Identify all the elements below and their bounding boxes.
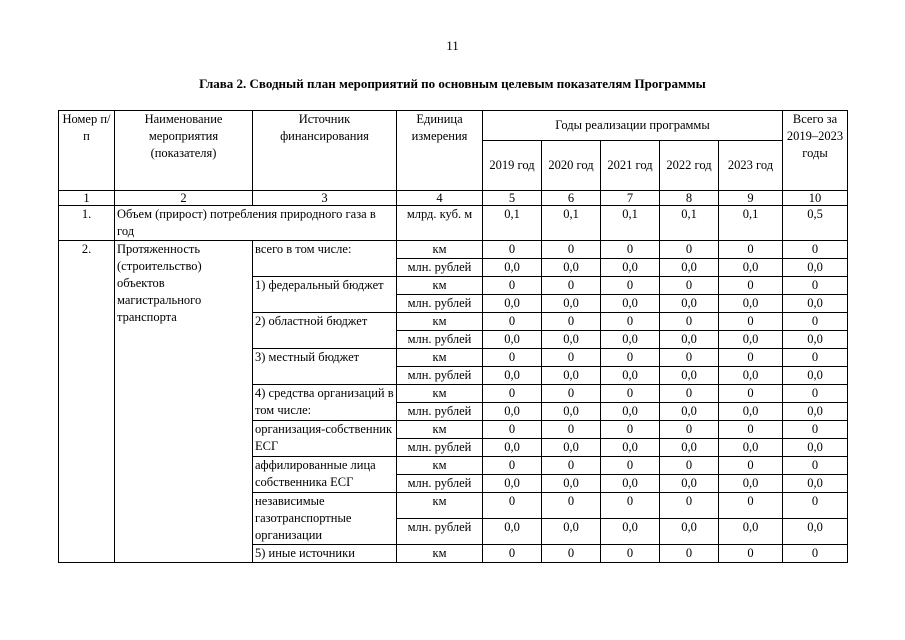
- funding-source: 5) иные источники: [253, 545, 397, 563]
- summary-plan-table: [58, 110, 848, 563]
- value-cell: 0: [719, 545, 783, 563]
- value-cell: 0: [542, 313, 601, 331]
- column-number: 10: [783, 191, 848, 206]
- value-cell: 0,5: [783, 206, 848, 241]
- value-cell: 0,0: [483, 367, 542, 385]
- header-year: 2022 год: [660, 141, 719, 191]
- value-cell: 0: [660, 277, 719, 295]
- unit: млн. рублей: [397, 403, 483, 421]
- funding-source: 2) областной бюджет: [253, 313, 397, 349]
- value-cell: 0: [542, 277, 601, 295]
- unit: км: [397, 545, 483, 563]
- value-cell: 0,0: [783, 475, 848, 493]
- row-number: 2.: [59, 241, 115, 563]
- value-cell: 0,1: [719, 206, 783, 241]
- value-cell: 0,0: [660, 519, 719, 545]
- column-number: 6: [542, 191, 601, 206]
- unit: км: [397, 457, 483, 475]
- value-cell: 0,0: [483, 475, 542, 493]
- header-year: 2020 год: [542, 141, 601, 191]
- value-cell: 0,0: [601, 475, 660, 493]
- value-cell: 0,0: [660, 403, 719, 421]
- value-cell: 0: [719, 421, 783, 439]
- value-cell: 0: [483, 545, 542, 563]
- value-cell: 0,0: [783, 439, 848, 457]
- value-cell: 0: [542, 545, 601, 563]
- value-cell: 0: [783, 277, 848, 295]
- value-cell: 0: [660, 313, 719, 331]
- value-cell: 0: [601, 241, 660, 259]
- column-number: 1: [59, 191, 115, 206]
- value-cell: 0,0: [660, 475, 719, 493]
- unit: млн. рублей: [397, 519, 483, 545]
- value-cell: 0: [783, 457, 848, 475]
- value-cell: 0: [660, 457, 719, 475]
- unit: км: [397, 313, 483, 331]
- column-number: 3: [253, 191, 397, 206]
- funding-source: аффилированные лица собственника ЕСГ: [253, 457, 397, 493]
- value-cell: 0: [483, 349, 542, 367]
- value-cell: 0: [601, 277, 660, 295]
- header-number: Номер п/п: [59, 111, 115, 191]
- value-cell: 0,0: [719, 439, 783, 457]
- value-cell: 0: [483, 277, 542, 295]
- value-cell: 0,0: [542, 295, 601, 313]
- unit: млн. рублей: [397, 475, 483, 493]
- value-cell: 0: [483, 385, 542, 403]
- value-cell: 0,0: [783, 519, 848, 545]
- value-cell: 0: [660, 421, 719, 439]
- unit: млрд. куб. м: [397, 206, 483, 241]
- value-cell: 0: [542, 457, 601, 475]
- value-cell: 0: [483, 313, 542, 331]
- value-cell: 0: [719, 457, 783, 475]
- value-cell: 0,0: [719, 259, 783, 277]
- header-year: 2021 год: [601, 141, 660, 191]
- value-cell: 0: [719, 349, 783, 367]
- value-cell: 0,0: [601, 367, 660, 385]
- value-cell: 0,1: [483, 206, 542, 241]
- value-cell: 0,0: [601, 331, 660, 349]
- header-years-group: Годы реализации программы: [483, 111, 783, 141]
- value-cell: 0,0: [660, 367, 719, 385]
- measure-name: Объем (прирост) потребления природного газа в год: [115, 206, 397, 241]
- value-cell: 0: [783, 313, 848, 331]
- value-cell: 0: [660, 241, 719, 259]
- header-source: Источник финансирования: [253, 111, 397, 191]
- value-cell: 0,0: [542, 367, 601, 385]
- value-cell: 0,0: [601, 259, 660, 277]
- header-unit: Единица измерения: [397, 111, 483, 191]
- value-cell: 0: [542, 241, 601, 259]
- value-cell: 0,0: [542, 331, 601, 349]
- value-cell: 0: [542, 385, 601, 403]
- chapter-title: Глава 2. Сводный план мероприятий по основным целевым показателям Программы: [199, 76, 706, 91]
- header-year: 2019 год: [483, 141, 542, 191]
- value-cell: 0: [542, 421, 601, 439]
- value-cell: 0,0: [719, 519, 783, 545]
- unit: млн. рублей: [397, 331, 483, 349]
- value-cell: 0,0: [542, 475, 601, 493]
- value-cell: 0,0: [483, 331, 542, 349]
- value-cell: 0: [660, 493, 719, 519]
- column-number: 2: [115, 191, 253, 206]
- value-cell: 0,0: [483, 259, 542, 277]
- value-cell: 0: [483, 421, 542, 439]
- value-cell: 0: [601, 349, 660, 367]
- value-cell: 0: [783, 349, 848, 367]
- unit: км: [397, 349, 483, 367]
- value-cell: 0: [601, 313, 660, 331]
- value-cell: 0,0: [660, 331, 719, 349]
- measure-name: Протяженность (строительство) объектов магистрального транспорта: [115, 241, 253, 563]
- value-cell: 0,0: [601, 519, 660, 545]
- unit: км: [397, 241, 483, 259]
- unit: млн. рублей: [397, 295, 483, 313]
- header-name: Наименование мероприятия (показателя): [115, 111, 253, 191]
- column-number: 9: [719, 191, 783, 206]
- value-cell: 0: [483, 241, 542, 259]
- value-cell: 0: [601, 385, 660, 403]
- value-cell: 0,0: [483, 439, 542, 457]
- value-cell: 0,0: [483, 403, 542, 421]
- value-cell: 0,0: [783, 367, 848, 385]
- value-cell: 0,1: [660, 206, 719, 241]
- unit: млн. рублей: [397, 259, 483, 277]
- unit: млн. рублей: [397, 367, 483, 385]
- value-cell: 0: [783, 241, 848, 259]
- value-cell: 0,0: [719, 367, 783, 385]
- funding-source: всего в том числе:: [253, 241, 397, 277]
- value-cell: 0: [601, 493, 660, 519]
- value-cell: 0,0: [719, 331, 783, 349]
- value-cell: 0: [660, 545, 719, 563]
- value-cell: 0: [719, 313, 783, 331]
- value-cell: 0: [719, 241, 783, 259]
- value-cell: 0,0: [783, 331, 848, 349]
- unit: км: [397, 421, 483, 439]
- header-total: Всего за 2019–2023 годы: [783, 111, 848, 191]
- value-cell: 0,0: [542, 439, 601, 457]
- unit: км: [397, 493, 483, 519]
- header-year: 2023 год: [719, 141, 783, 191]
- value-cell: 0,0: [783, 295, 848, 313]
- column-number: 8: [660, 191, 719, 206]
- value-cell: 0,0: [783, 259, 848, 277]
- funding-source: организация-собственник ЕСГ: [253, 421, 397, 457]
- value-cell: 0,0: [719, 475, 783, 493]
- value-cell: 0,0: [660, 439, 719, 457]
- unit: млн. рублей: [397, 439, 483, 457]
- value-cell: 0,0: [542, 259, 601, 277]
- value-cell: 0: [719, 385, 783, 403]
- unit: км: [397, 277, 483, 295]
- value-cell: 0: [660, 349, 719, 367]
- funding-source: 4) средства организаций в том числе:: [253, 385, 397, 421]
- value-cell: 0,1: [601, 206, 660, 241]
- funding-source: 3) местный бюджет: [253, 349, 397, 385]
- value-cell: 0,0: [660, 295, 719, 313]
- column-number: 5: [483, 191, 542, 206]
- page-number: 11: [446, 38, 459, 53]
- value-cell: 0: [483, 493, 542, 519]
- value-cell: 0: [783, 385, 848, 403]
- value-cell: 0: [601, 421, 660, 439]
- value-cell: 0: [719, 493, 783, 519]
- funding-source: независимые газотранспортные организации: [253, 493, 397, 545]
- value-cell: 0: [542, 493, 601, 519]
- value-cell: 0: [660, 385, 719, 403]
- value-cell: 0: [542, 349, 601, 367]
- value-cell: 0: [483, 457, 542, 475]
- value-cell: 0,0: [483, 295, 542, 313]
- column-number: 4: [397, 191, 483, 206]
- value-cell: 0: [601, 457, 660, 475]
- value-cell: 0: [783, 421, 848, 439]
- funding-source: 1) федеральный бюджет: [253, 277, 397, 313]
- value-cell: 0: [601, 545, 660, 563]
- value-cell: 0: [783, 493, 848, 519]
- value-cell: 0,0: [719, 295, 783, 313]
- value-cell: 0,0: [483, 519, 542, 545]
- column-number: 7: [601, 191, 660, 206]
- value-cell: 0,0: [601, 439, 660, 457]
- value-cell: 0: [719, 277, 783, 295]
- value-cell: 0,0: [542, 403, 601, 421]
- value-cell: 0,0: [542, 519, 601, 545]
- value-cell: 0,0: [719, 403, 783, 421]
- value-cell: 0,0: [601, 403, 660, 421]
- value-cell: 0,0: [783, 403, 848, 421]
- unit: км: [397, 385, 483, 403]
- table-row: [59, 206, 848, 241]
- value-cell: 0,1: [542, 206, 601, 241]
- value-cell: 0,0: [601, 295, 660, 313]
- value-cell: 0: [783, 545, 848, 563]
- value-cell: 0,0: [660, 259, 719, 277]
- row-number: 1.: [59, 206, 115, 241]
- table-row: [59, 241, 848, 259]
